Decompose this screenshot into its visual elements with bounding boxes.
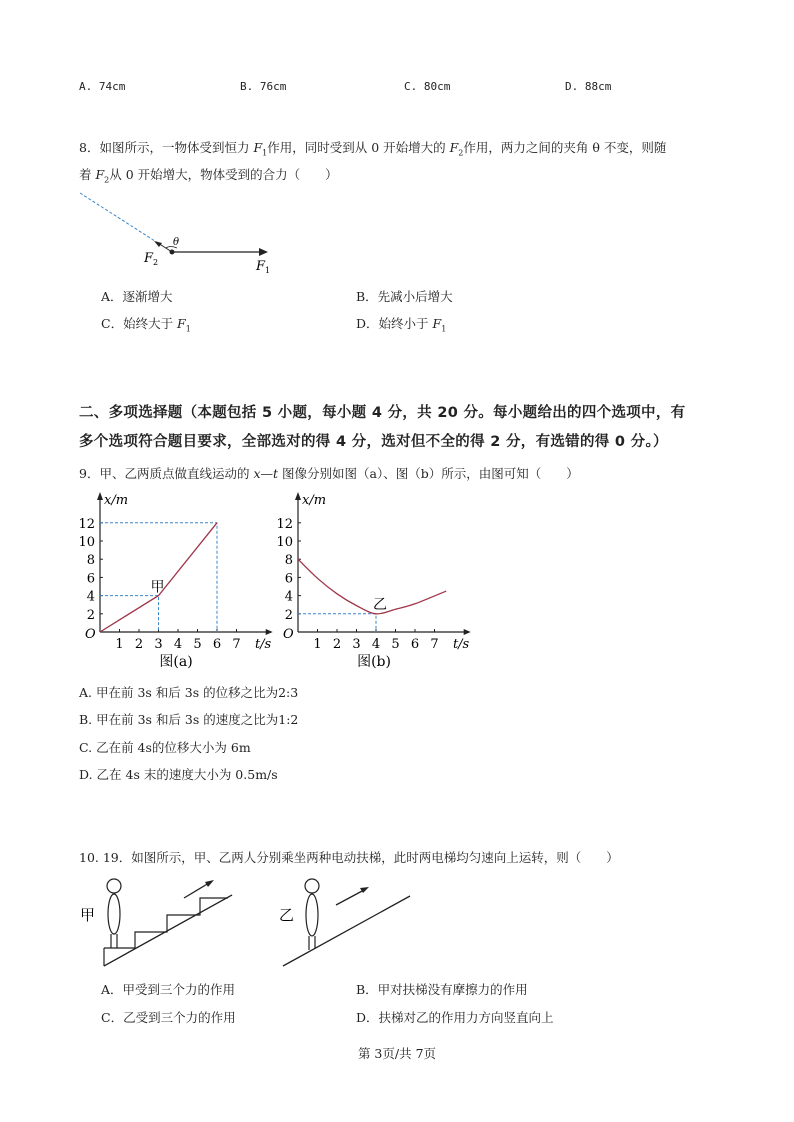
section2-header-line1: 二、多项选择题（本题包括 5 小题，每小题 4 分，共 20 分。每小题给出的四个选项中，有	[79, 405, 686, 421]
escalator-yi	[283, 896, 410, 966]
x-tick-label: 3	[154, 637, 163, 652]
y-tick-label: 6	[86, 571, 95, 587]
q10-option-d: D．扶梯对乙的作用力方向竖直向上	[356, 1010, 554, 1025]
q7-option-a: A. 74cm	[79, 80, 126, 93]
chart-a	[78, 485, 278, 675]
series-label: 甲	[150, 579, 165, 596]
origin-label: O	[283, 627, 294, 642]
escalator-jia	[104, 895, 232, 966]
f1-label-sub: 1	[265, 266, 271, 275]
q10-stem: 10. 19．如图所示，甲、乙两人分别乘坐两种电动扶梯，此时两电梯均匀速向上运转，则（ ）	[79, 850, 619, 865]
origin-label: O	[85, 627, 96, 642]
motion-arrow-jia	[184, 880, 214, 898]
x-tick-label: 5	[193, 637, 202, 652]
q8-option-d: D．始终小于 $F_1$	[356, 316, 447, 334]
y-tick-label: 4	[86, 589, 95, 605]
y-axis-label: x/m	[104, 493, 129, 508]
x-tick-label: 3	[352, 637, 361, 652]
y-tick-label: 6	[284, 571, 293, 587]
x-tick-label: 2	[332, 637, 342, 652]
guide-dashed-line	[100, 523, 217, 632]
y-tick-label: 8	[86, 553, 95, 569]
y-tick-label: 2	[86, 607, 95, 623]
y-tick-label: 4	[284, 589, 293, 605]
q10-escalator-figure	[78, 870, 418, 970]
y-tick-label: 10	[78, 535, 95, 550]
label-jia: 甲	[80, 906, 96, 924]
q7-option-c: C. 80cm	[404, 80, 451, 93]
person-jia	[107, 879, 121, 948]
f2-direction-dashed-line	[80, 193, 158, 243]
theta-label: θ	[173, 237, 180, 248]
y-axis-label: x/m	[302, 493, 327, 508]
q9-option-c: C. 乙在前 4s的位移大小为 6m	[79, 740, 251, 755]
y-tick-label: 12	[276, 516, 293, 532]
x-tick-label: 4	[173, 637, 183, 652]
x-tick-label: 1	[313, 637, 322, 652]
f1-label: F	[256, 259, 266, 274]
f2-label-sub: 2	[153, 258, 159, 267]
x-tick-label: 6	[410, 637, 420, 652]
section2-header-line2: 多个选项符合题目要求，全部选对的得 4 分，选对但不全的得 2 分，有选错的得 0 分。）	[79, 434, 668, 450]
y-axis-arrowhead	[295, 492, 301, 500]
label-yi: 乙	[279, 906, 295, 924]
chart-caption: 图(b)	[357, 654, 391, 670]
y-tick-label: 8	[284, 553, 293, 569]
x-tick-label: 5	[391, 637, 400, 652]
x-axis-arrowhead	[266, 629, 273, 635]
series-label: 乙	[373, 596, 387, 613]
y-tick-label: 2	[284, 607, 293, 623]
q9-option-a: A. 甲在前 3s 和后 3s 的位移之比为2:3	[79, 685, 299, 700]
q7-option-d: D. 88cm	[565, 80, 612, 93]
q8-option-b: B．先减小后增大	[356, 289, 453, 304]
page-footer: 第 3页/共 7页	[357, 1046, 437, 1061]
f1-arrowhead	[259, 248, 268, 256]
q9-stem: 9．甲、乙两质点做直线运动的 x—t 图像分别如图（a）、图（b）所示，由图可知（ ）	[79, 466, 579, 481]
x-tick-label: 6	[212, 637, 222, 652]
chart-b	[276, 485, 476, 675]
f2-label: F	[144, 251, 154, 266]
q9-option-b: B. 甲在前 3s 和后 3s 的速度之比为1:2	[79, 712, 299, 727]
q8-force-diagram	[78, 188, 288, 278]
x-axis-label: t/s	[452, 637, 470, 652]
x-tick-label: 4	[371, 637, 381, 652]
x-tick-label: 2	[134, 637, 144, 652]
f2-arrowhead	[154, 241, 162, 247]
q10-option-b: B．甲对扶梯没有摩擦力的作用	[356, 982, 528, 997]
q8-stem-line1: 8．如图所示，一物体受到恒力 $F_1$作用，同时受到从 0 开始增大的 $F_2$作用，两力之间的夹角 θ 不变，则随	[79, 140, 667, 158]
x-tick-label: 7	[232, 637, 241, 652]
y-axis-arrowhead	[97, 492, 103, 500]
person-yi	[305, 879, 319, 950]
x-tick-label: 1	[115, 637, 124, 652]
y-tick-label: 10	[276, 535, 293, 550]
x-axis-label: t/s	[254, 637, 272, 652]
chart-caption: 图(a)	[159, 654, 193, 670]
q10-option-c: C．乙受到三个力的作用	[101, 1010, 236, 1025]
x-tick-label: 7	[430, 637, 439, 652]
q8-option-a: A．逐渐增大	[101, 289, 173, 304]
motion-arrow-yi	[336, 887, 369, 905]
q8-stem-line2: 着 $F_2$从 0 开始增大，物体受到的合力（ ）	[79, 167, 338, 185]
q10-option-a: A．甲受到三个力的作用	[101, 982, 236, 997]
q9-option-d: D. 乙在 4s 末的速度大小为 0.5m/s	[79, 767, 278, 782]
q8-option-c: C．始终大于 $F_1$	[101, 316, 191, 334]
x-axis-arrowhead	[464, 629, 471, 635]
q7-option-b: B. 76cm	[240, 80, 287, 93]
y-tick-label: 12	[78, 516, 95, 532]
series-line	[100, 523, 217, 632]
